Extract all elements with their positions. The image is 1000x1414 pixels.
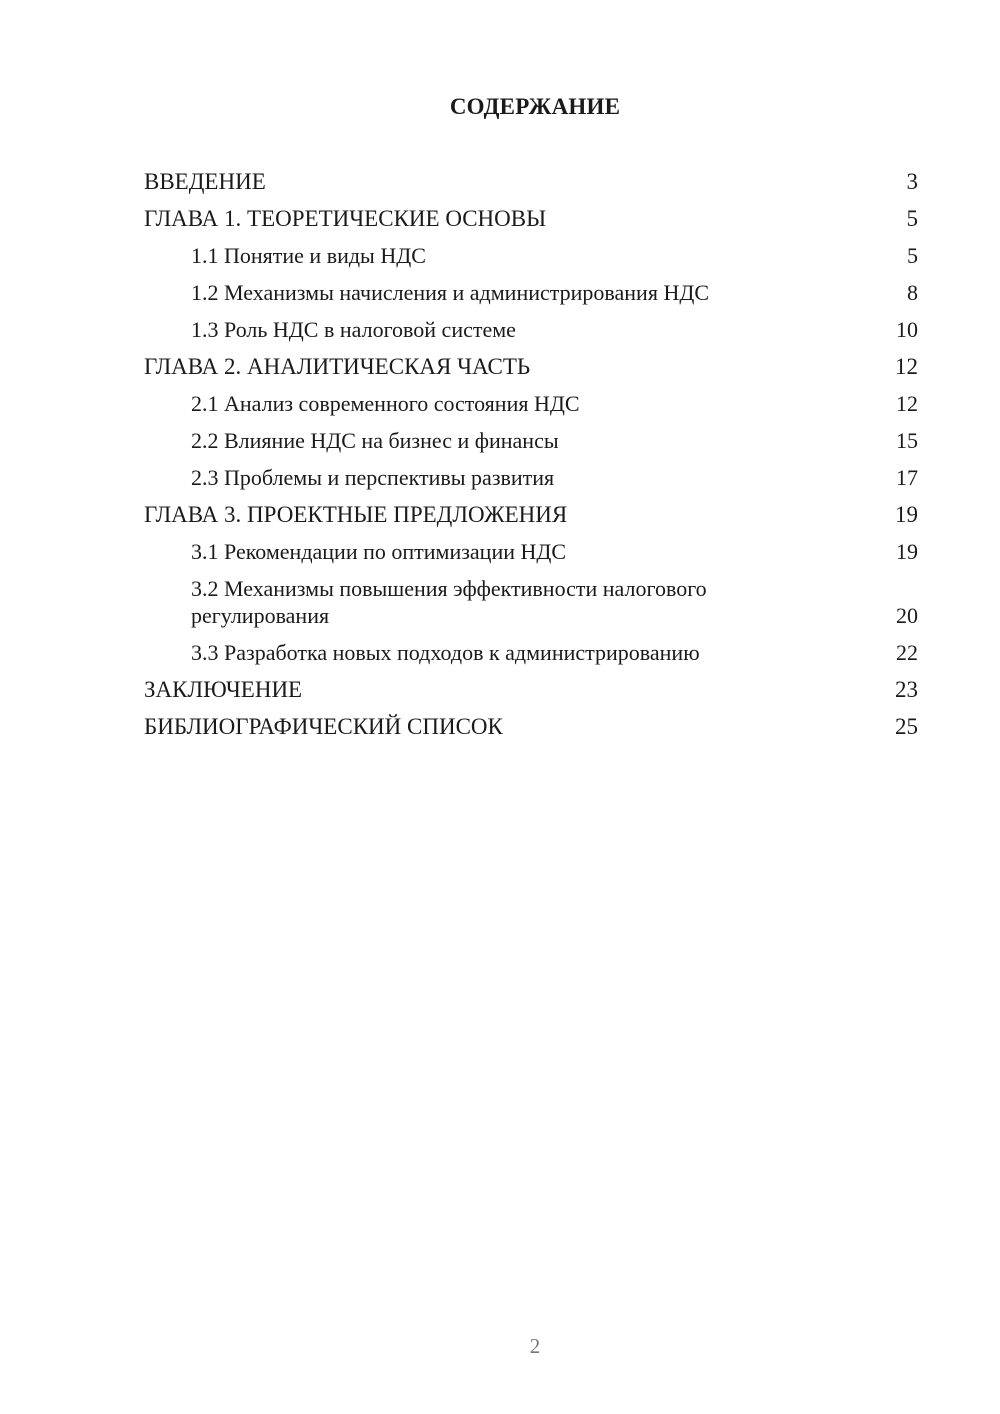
toc-entry-text: ГЛАВА 2. АНАЛИТИЧЕСКАЯ ЧАСТЬ [144, 354, 531, 379]
toc-entry-page: 17 [896, 465, 918, 490]
toc-entry-text: 3.3 Разработка новых подходов к администрированию [191, 640, 700, 665]
toc-entry-section-2-2[interactable] [144, 427, 918, 454]
toc-entry-text: 2.3 Проблемы и перспективы развития [191, 465, 555, 490]
toc-entry-bibliography[interactable] [144, 713, 918, 740]
toc-entry-text: БИБЛИОГРАФИЧЕСКИЙ СПИСОК [144, 714, 503, 739]
page-number: 2 [529, 1334, 541, 1358]
toc-entry-text: 3.2 Механизмы повышения эффективности налогового регулирования [191, 576, 707, 628]
toc-entry-text: ГЛАВА 1. ТЕОРЕТИЧЕСКИЕ ОСНОВЫ [144, 206, 547, 231]
toc-entry-text: 1.3 Роль НДС в налоговой системе [191, 317, 516, 342]
toc-entry-chapter-1[interactable] [144, 205, 918, 232]
toc-entry-text: 3.1 Рекомендации по оптимизации НДС [191, 539, 567, 564]
toc-entry-page: 20 [896, 603, 918, 628]
toc-entry-text: ЗАКЛЮЧЕНИЕ [144, 677, 303, 702]
toc-entry-page: 8 [907, 280, 918, 305]
toc-entry-section-2-3[interactable] [144, 464, 918, 491]
toc-entry-page: 3 [906, 169, 918, 194]
toc-entry-chapter-3[interactable] [144, 501, 918, 528]
toc-entry-section-3-3[interactable] [144, 639, 918, 666]
toc-entry-page: 5 [907, 243, 918, 268]
toc-entry-page: 12 [896, 391, 918, 416]
toc-entry-page: 15 [896, 428, 918, 453]
toc-entry-section-1-3[interactable] [144, 316, 918, 343]
toc-entry-page: 25 [895, 714, 918, 739]
toc-entry-text: 2.1 Анализ современного состояния НДС [191, 391, 580, 416]
toc-entry-section-2-1[interactable] [144, 390, 918, 417]
toc-entry-page: 23 [895, 677, 918, 702]
table-of-contents [144, 168, 918, 750]
toc-entry-text: 1.1 Понятие и виды НДС [191, 243, 426, 268]
toc-entry-page: 12 [895, 354, 918, 379]
toc-entry-section-1-1[interactable] [144, 242, 918, 269]
toc-entry-section-3-2[interactable] [144, 575, 918, 629]
toc-entry-page: 19 [895, 502, 918, 527]
toc-entry-text: ГЛАВА 3. ПРОЕКТНЫЕ ПРЕДЛОЖЕНИЯ [144, 502, 568, 527]
page-title: СОДЕРЖАНИЕ [449, 94, 621, 119]
toc-entry-introduction[interactable] [144, 168, 918, 195]
toc-entry-page: 5 [906, 206, 918, 231]
toc-entry-section-1-2[interactable] [144, 279, 918, 306]
toc-entry-page: 10 [896, 317, 918, 342]
toc-entry-text: 1.2 Механизмы начисления и администрирования НДС [191, 280, 710, 305]
toc-entry-section-3-1[interactable] [144, 538, 918, 565]
toc-entry-page: 19 [896, 539, 918, 564]
toc-entry-text: ВВЕДЕНИЕ [144, 169, 266, 194]
toc-entry-text: 2.2 Влияние НДС на бизнес и финансы [191, 428, 559, 453]
toc-entry-conclusion[interactable] [144, 676, 918, 703]
toc-entry-chapter-2[interactable] [144, 353, 918, 380]
toc-entry-page: 22 [896, 640, 918, 665]
